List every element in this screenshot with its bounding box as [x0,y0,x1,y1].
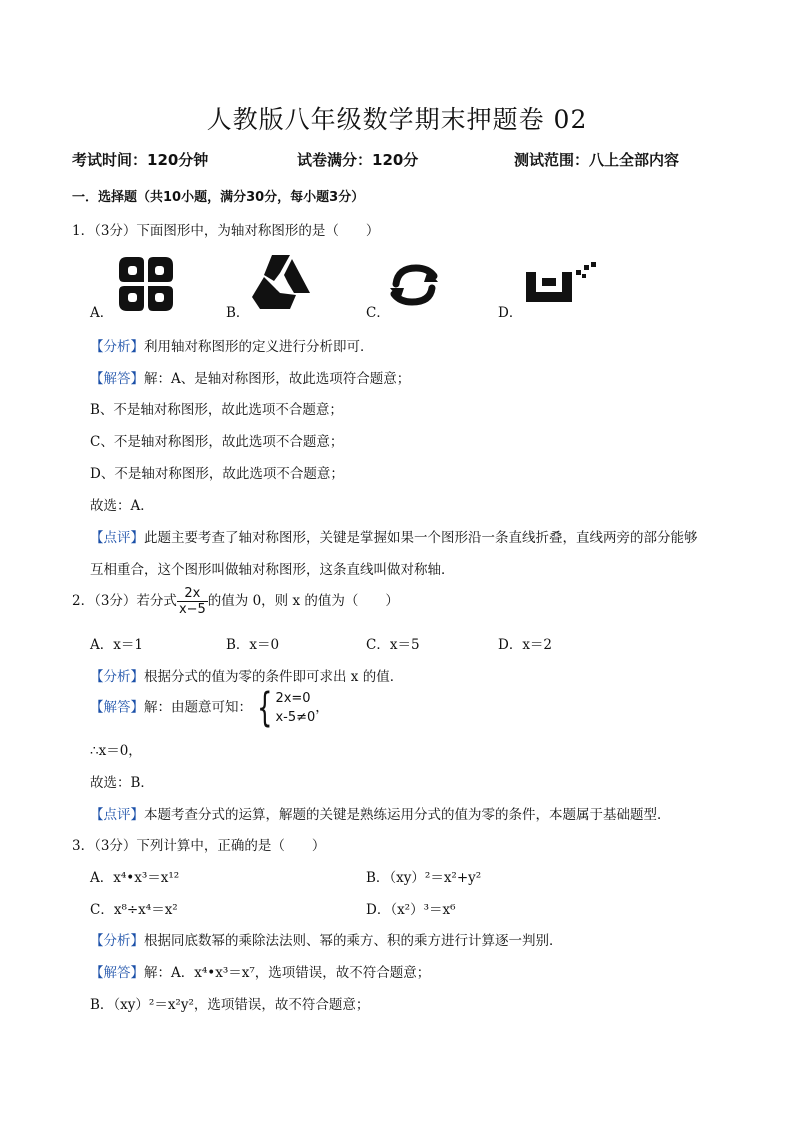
q1-stem: 1．（3分）下面图形中，为轴对称图形的是（ ） [72,223,380,239]
q1-comment: 【点评】此题主要考查了轴对称图形，关键是掌握如果一个图形沿一条直线折叠，直线两旁的部分能够 [90,530,698,546]
analysis-tag: 【分析】 [90,339,144,355]
q2-option-c: C．x＝5 [366,637,420,653]
exam-time: 考试时间：120分钟 [72,151,209,169]
equation-system: 2x=0 x-5≠0 [275,691,316,725]
q1-answer: 【解答】解：A、是轴对称图形，故此选项符合题意； [90,371,411,387]
page-title: 人教版八年级数学期末押题卷 02 [206,105,588,134]
clover-figure-icon [118,256,174,312]
q1-analysis: 【分析】利用轴对称图形的定义进行分析即可． [90,339,374,355]
q2-therefore: ∴x＝0， [90,743,142,759]
q1-choice: 故选：A． [90,498,154,514]
q3-option-b: B．（xy）²＝x²+y² [366,870,482,886]
answer-tag: 【解答】 [90,699,144,716]
section-heading: 一．选择题（共10小题，满分30分，每小题3分） [72,190,365,205]
q3-answer: 【解答】解：A．x⁴•x³＝x⁷，选项错误，故不符合题意； [90,965,431,981]
q2-comment: 【点评】本题考查分式的运算，解题的关键是熟练运用分式的值为零的条件，本题属于基础题型． [90,807,671,823]
full-score: 试卷满分：120分 [297,151,419,169]
q2-option-a: A．x＝1 [90,637,143,653]
brace-symbol: { [257,685,273,731]
q2-option-d: D．x＝2 [498,637,553,653]
triskelion-figure-icon [250,253,312,311]
test-range: 测试范围：八上全部内容 [514,151,680,169]
answer-tag: 【解答】 [90,371,144,387]
q1-answer-d: D、不是轴对称图形，故此选项不合题意； [90,466,344,482]
fraction: $\frac{2x}{x-5}$ [178,586,206,617]
comment-tag: 【点评】 [90,530,144,546]
q1-option-d: D． [498,305,523,321]
q1-answer-c: C、不是轴对称图形，故此选项不合题意； [90,434,344,450]
q3-stem: 3．（3分）下列计算中，正确的是（ ） [72,838,326,854]
q2-stem: 2．（3分）若分式 $\frac{2x}{x-5}$ 的值为 0，则 x 的值为（ ） [72,586,399,617]
comment-tag: 【点评】 [90,807,144,823]
q3-analysis: 【分析】根据同底数幂的乘除法法则、幂的乘方、积的乘方进行计算逐一判别． [90,933,563,949]
analysis-tag: 【分析】 [90,669,144,685]
q1-comment-cont: 互相重合，这个图形叫做轴对称图形，这条直线叫做对称轴． [90,562,455,578]
q3-option-a: A．x⁴•x³＝x¹² [90,870,180,886]
recycle-arrows-figure-icon [388,262,440,308]
q1-option-b: B． [226,305,250,321]
answer-tag: 【解答】 [90,965,144,981]
q3-option-c: C．x⁸÷x⁴＝x² [90,902,178,918]
q1-answer-b: B、不是轴对称图形，故此选项不合题意； [90,402,343,418]
q3-option-d: D．（x²）³＝x⁶ [366,902,456,918]
letter-shape-figure-icon [524,262,598,308]
q2-answer: 【解答】解：由题意可知： { 2x=0 x-5≠0 ， [90,685,329,731]
q2-analysis: 【分析】根据分式的值为零的条件即可求出 x 的值． [90,669,404,685]
q1-option-c: C． [366,305,390,321]
q3-answer-b: B．（xy）²＝x²y²，选项错误，故不符合题意； [90,997,370,1013]
analysis-tag: 【分析】 [90,933,144,949]
q2-choice: 故选：B． [90,775,154,791]
q2-option-b: B．x＝0 [226,637,280,653]
q1-option-a: A． [90,305,114,321]
